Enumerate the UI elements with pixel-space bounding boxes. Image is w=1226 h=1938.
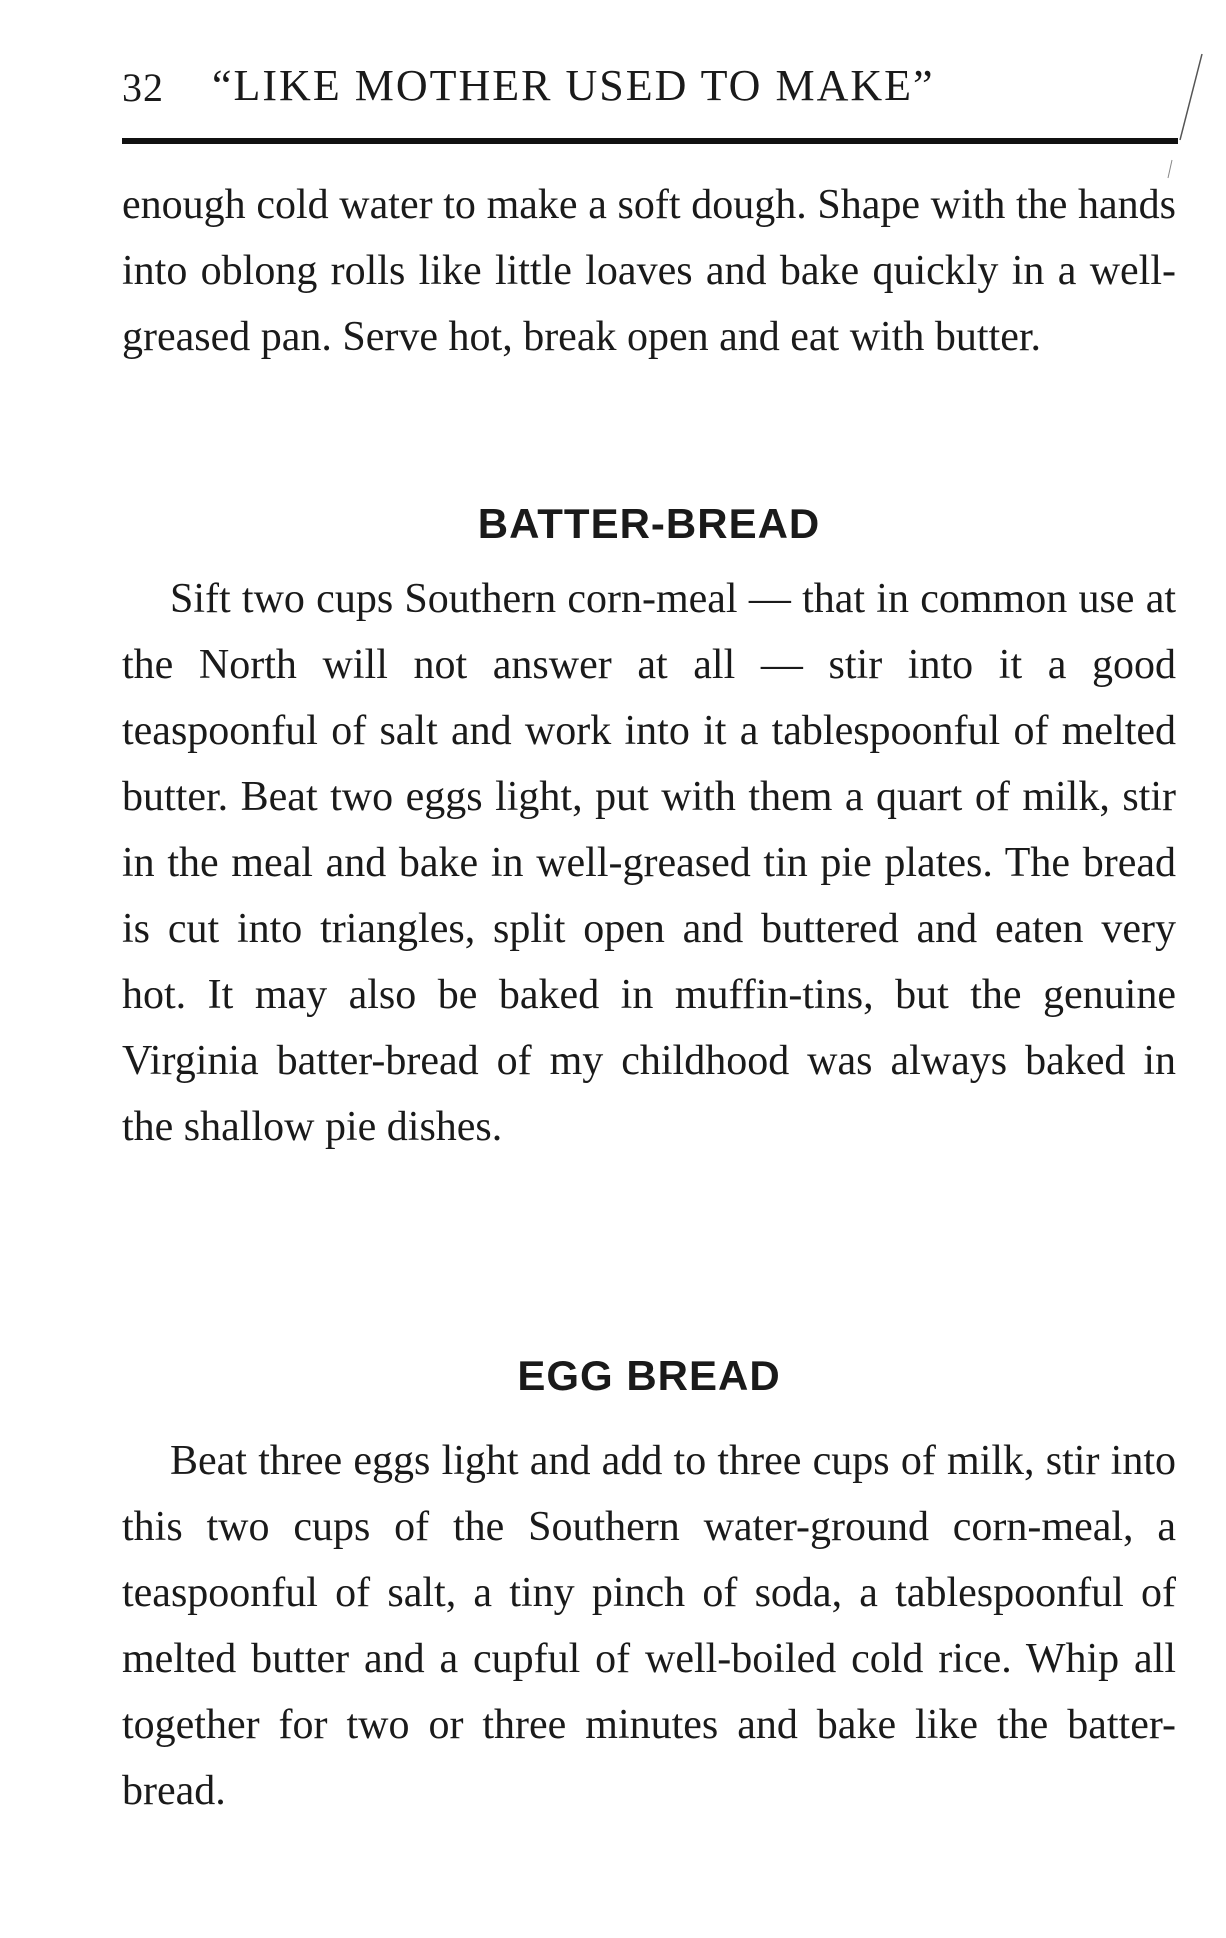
running-title: “LIKE MOTHER USED TO MAKE” <box>212 61 935 110</box>
continuation-paragraph: enough cold water to make a soft dough. Shape with the hands into oblong rolls like little loaves and bake quickly in a well-greased pan. Serve hot, break open and eat with butter. <box>122 182 1176 360</box>
header-rule <box>122 138 1178 144</box>
section-heading-batter-bread: BATTER-BREAD <box>477 500 821 547</box>
egg-bread-paragraph: Beat three eggs light and add to three cups of milk, stir into this two cups of the Southern water-ground corn-meal, a teaspoonful of salt, a tiny pinch of soda, a tablespoonful of melted butter and a cupful of well-boiled cold rice. Whip all together for two or three minutes and bake like the batter-bread. <box>122 1438 1176 1814</box>
running-head <box>122 56 1174 112</box>
section-heading-egg-bread: EGG BREAD <box>517 1352 781 1399</box>
scan-mark-decoration <box>1150 50 1210 190</box>
page-number: 32 <box>122 65 164 110</box>
batter-bread-paragraph: Sift two cups Southern corn-meal — that in common use at the North will not answer at all — stir into it a good teaspoonful of salt and work into it a tablespoonful of melted butter. Beat two eggs light, put with them a quart of milk, stir in the meal and bake in well-greased tin pie plates. The bread is cut into triangles, split open and buttered and eaten very hot. It may also be baked in muffin-tins, but the genuine Virginia batter-bread of my childhood was always baked in the shallow pie dishes. <box>122 576 1176 1150</box>
